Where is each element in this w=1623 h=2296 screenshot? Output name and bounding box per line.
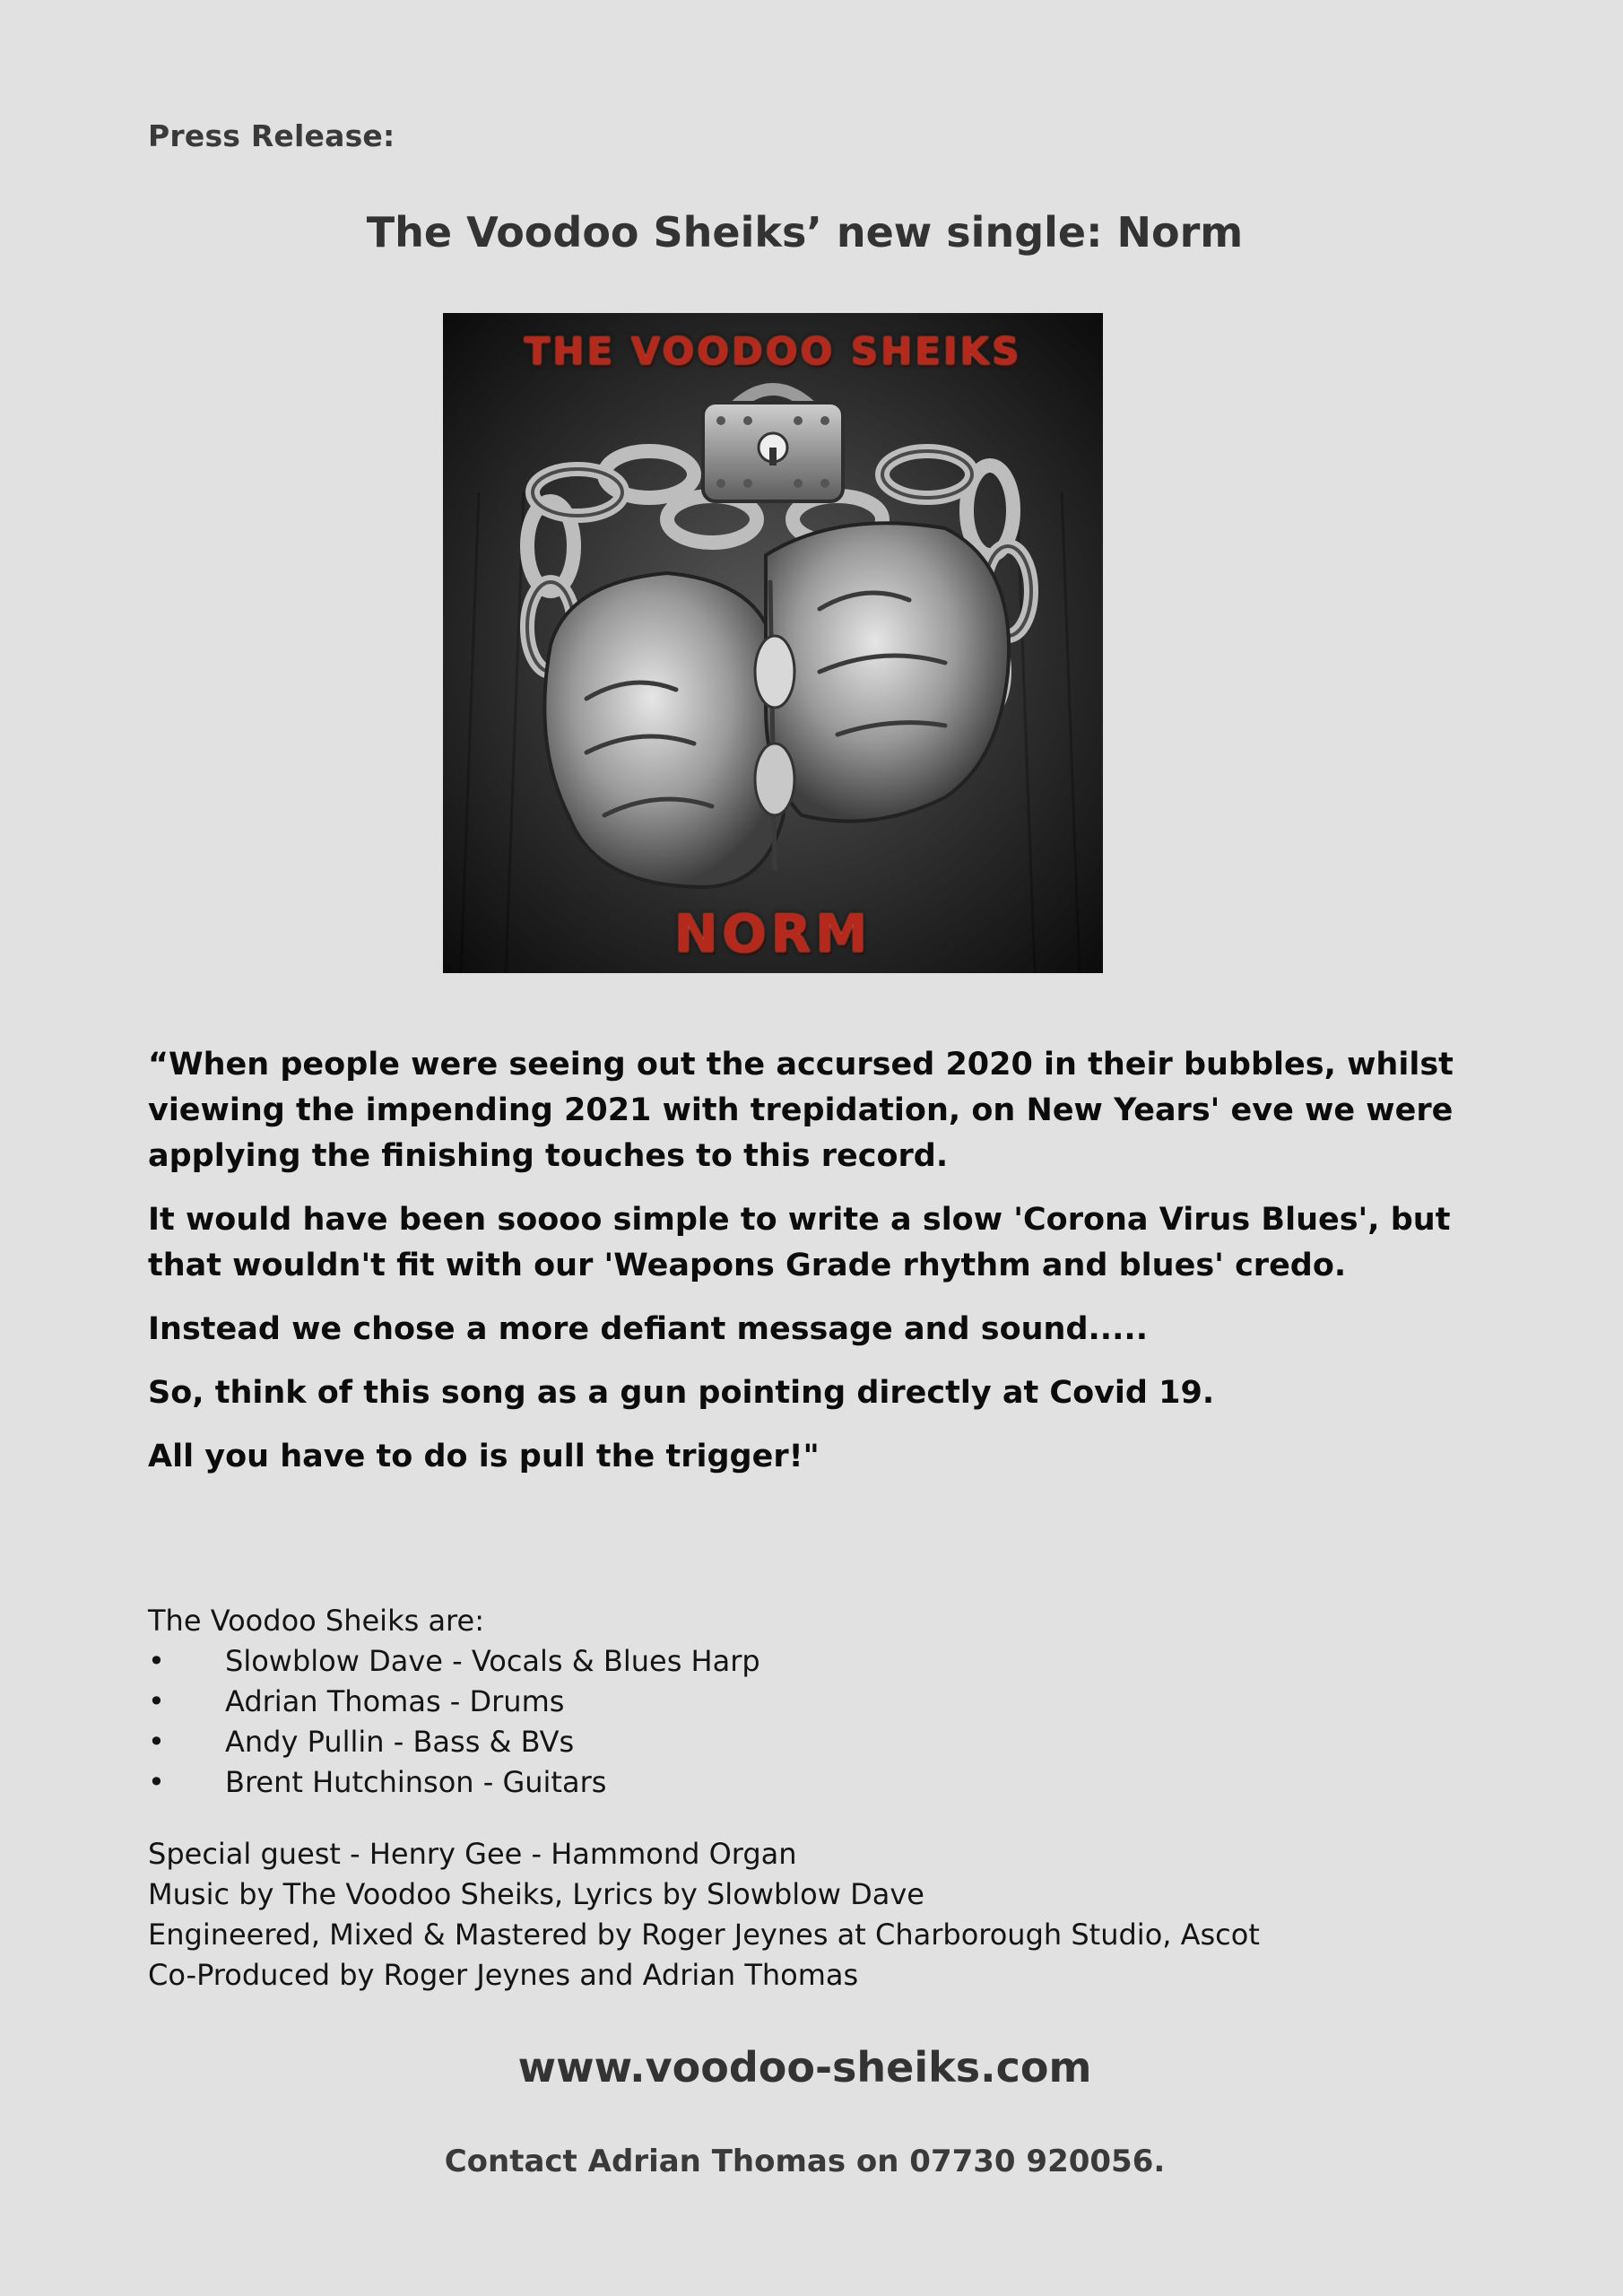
member-name: Adrian Thomas - Drums [225, 1684, 565, 1718]
member-name: Slowblow Dave - Vocals & Blues Harp [225, 1644, 760, 1678]
list-item [148, 1641, 760, 1682]
member-name: Andy Pullin - Bass & BVs [225, 1725, 575, 1759]
band-members [148, 1601, 760, 1803]
bullet-icon: • [148, 1644, 165, 1678]
quote-paragraph: It would have been soooo simple to write a slow 'Corona Virus Blues', but that wouldn't fit with our 'Weapons Grade rhythm and blues' credo. [148, 1202, 1451, 1283]
contact-info: Contact Adrian Thomas on 07730 920056. [444, 2144, 1166, 2179]
list-item [148, 1682, 760, 1722]
credit-line: Music by The Voodoo Sheiks, Lyrics by Slowblow Dave [148, 1877, 924, 1911]
band-quote [148, 1042, 1466, 1498]
credit-line: Special guest - Henry Gee - Hammond Organ [148, 1837, 797, 1871]
quote-paragraph: All you have to do is pull the trigger!" [148, 1439, 820, 1474]
bullet-icon: • [148, 1684, 165, 1718]
page-title: The Voodoo Sheiks’ new single: Norm [366, 208, 1244, 257]
list-item [148, 1722, 760, 1762]
cover-band-name: THE VOODOO SHEIKS [524, 329, 1022, 373]
single-cover-image [443, 313, 1103, 973]
quote-paragraph: Instead we chose a more defiant message and sound..... [148, 1311, 1148, 1347]
list-item [148, 1762, 760, 1803]
bullet-icon: • [148, 1765, 165, 1799]
credit-line: Co-Produced by Roger Jeynes and Adrian Thomas [148, 1958, 859, 1992]
website-link[interactable]: www.voodoo-sheiks.com [517, 2043, 1092, 2092]
members-list [148, 1641, 760, 1803]
credit-line: Engineered, Mixed & Mastered by Roger Jeynes at Charborough Studio, Ascot [148, 1918, 1260, 1952]
bullet-icon: • [148, 1725, 165, 1759]
members-intro: The Voodoo Sheiks are: [148, 1604, 484, 1638]
cover-single-title: NORM [673, 903, 872, 964]
credits-block [148, 1834, 1260, 1996]
press-release-label: Press Release: [148, 118, 395, 153]
quote-paragraph: So, think of this song as a gun pointing directly at Covid 19. [148, 1375, 1215, 1411]
member-name: Brent Hutchinson - Guitars [225, 1765, 607, 1799]
quote-paragraph: “When people were seeing out the accursed 2020 in their bubbles, whilst viewing the impending 2021 with trepidation, on New Years' eve we were applying the finishing touches to this record. [148, 1047, 1454, 1174]
cover-artwork [443, 313, 1103, 973]
